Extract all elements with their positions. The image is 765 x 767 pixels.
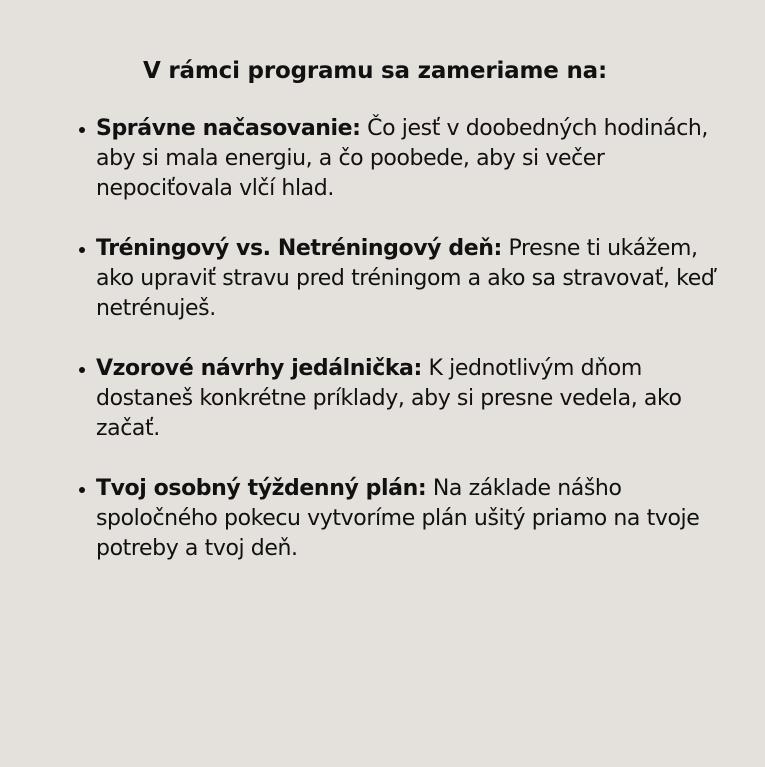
list-item-text: K jednotlivým dňom dostaneš konkrétne príklady, aby si presne vedela, ako začať. — [96, 356, 682, 441]
list-item-training-day — [96, 234, 736, 324]
list-item-timing — [96, 114, 736, 204]
list-item-weekly-plan — [96, 474, 736, 564]
list-item-text: Na základe nášho spoločného pokecu vytvoríme plán ušitý priamo na tvoje potreby a tvoj deň. — [96, 476, 700, 561]
list-item-title: Vzorové návrhy jedálnička: — [96, 356, 422, 381]
list-item-title: Tréningový vs. Netréningový deň: — [96, 236, 502, 261]
list-item-title: Správne načasovanie: — [96, 116, 361, 141]
list-item-text: Presne ti ukážem, ako upraviť stravu pred tréningom a ako sa stravovať, keď netrénuješ. — [96, 236, 715, 321]
list-item-text: Čo jesť v doobedných hodinách, aby si mala energiu, a čo poobede, aby si večer nepociťovala vlčí hlad. — [96, 116, 709, 201]
list-item-title: Tvoj osobný týždenný plán: — [96, 476, 427, 501]
feature-list — [96, 114, 736, 594]
list-item-meal-plans — [96, 354, 736, 444]
section-heading: V rámci programu sa zameriame na: — [143, 58, 607, 84]
